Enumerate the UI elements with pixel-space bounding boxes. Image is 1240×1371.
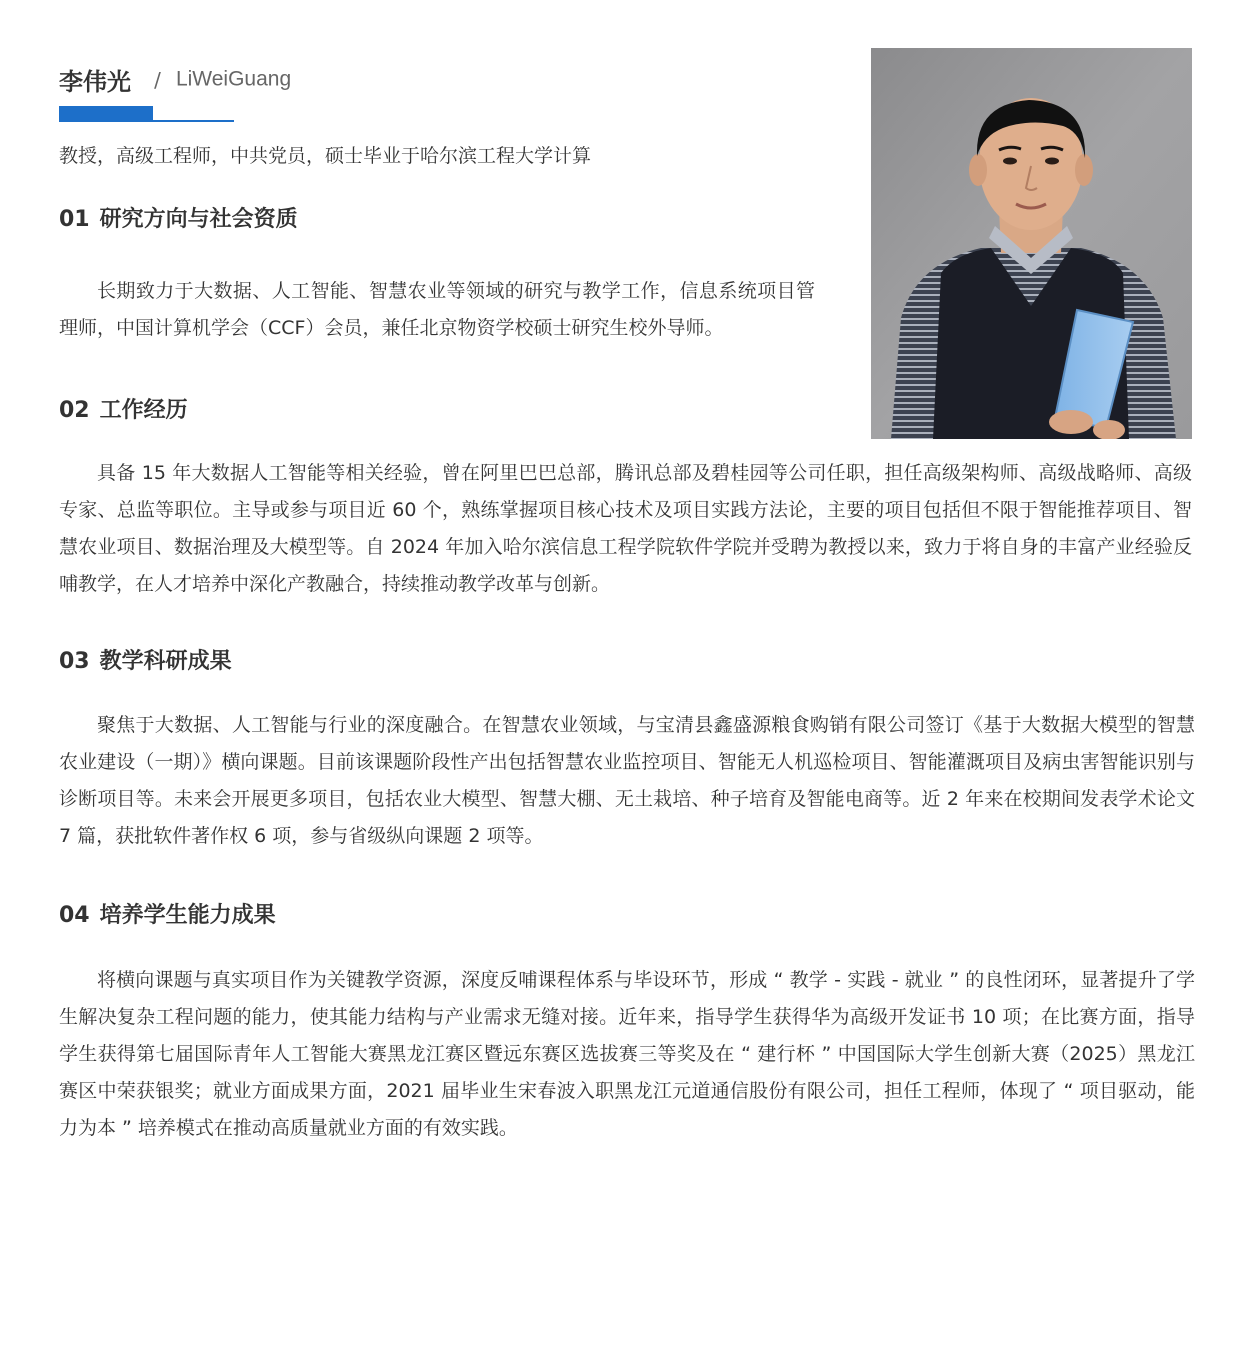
section-title-research: [59, 205, 298, 235]
profile-english-name: LiWeiGuang: [175, 67, 292, 91]
name-separator: /: [154, 67, 161, 92]
section-number: 02: [59, 398, 90, 423]
underline-thick-bar: [59, 106, 153, 122]
section-heading: 培养学生能力成果: [99, 903, 276, 928]
section-text-teaching-research: 聚焦于大数据、人工智能与行业的深度融合。在智慧农业领域，与宝清县鑫盛源粮食购销有限公司签订《基于大数据大模型的智慧农业建设（一期）》横向课题。目前该课题阶段性产出包括智慧农业监控项目、智能无人机巡检项目、智能灌溉项目及病虫害智能识别与诊断项目等。未来会开展更多项目，包括农业大模型、智慧大棚、无土栽培、种子培育及智能电商等。近 2 年来在校期间发表学术论文 7 篇，获批软件著作权 6 项，参与省级纵向课题 2 项等。: [59, 714, 1195, 847]
section-heading: 工作经历: [99, 398, 188, 423]
section-number: 04: [59, 903, 90, 928]
section-text-research: 长期致力于大数据、人工智能、智慧农业等领域的研究与教学工作，信息系统项目管理师，中国计算机学会（CCF）会员，兼任北京物资学校硕士研究生校外导师。: [59, 280, 815, 339]
section-number: 01: [59, 207, 90, 232]
profile-header: [59, 62, 291, 98]
section-text-student-training: 将横向课题与真实项目作为关键教学资源，深度反哺课程体系与毕设环节，形成 “ 教学 - 实践 - 就业 ” 的良性闭环，显著提升了学生解决复杂工程问题的能力，使其能力结构与产业需求无缝对接。近年来，指导学生获得华为高级开发证书 10 项；在比赛方面，指导学生获得第七届国际青年人工智能大赛黑龙江赛区暨远东赛区选拔赛三等奖及在 “ 建行杯 ” 中国国际大学生创新大赛（2025）黑龙江赛区中荣获银奖；就业方面成果方面，2021 届毕业生宋春波入职黑龙江元道通信股份有限公司，担任工程师，体现了 “ 项目驱动，能力为本 ” 培养模式在推动高质量就业方面的有效实践。: [59, 969, 1195, 1139]
section-heading: 教学科研成果: [99, 649, 232, 674]
section-heading: 研究方向与社会资质: [99, 207, 298, 232]
section-title-work-experience: [59, 396, 188, 426]
title-underline: [59, 106, 234, 122]
underline-thin-bar: [153, 120, 234, 122]
profile-name: 李伟光: [59, 68, 131, 96]
section-title-teaching-research: [59, 647, 232, 677]
section-number: 03: [59, 649, 90, 674]
section-text-work-experience: 具备 15 年大数据人工智能等相关经验，曾在阿里巴巴总部，腾讯总部及碧桂园等公司任职，担任高级架构师、高级战略师、高级专家、总监等职位。主导或参与项目近 60 个，熟练掌握项目核心技术及项目实践方法论，主要的项目包括但不限于智能推荐项目、智慧农业项目、数据治理及大模型等。自 2024 年加入哈尔滨信息工程学院软件学院并受聘为教授以来，致力于将自身的丰富产业经验反哺教学，在人才培养中深化产教融合，持续推动教学改革与创新。: [59, 462, 1192, 595]
section-title-student-training: [59, 901, 276, 931]
profile-photo: [871, 48, 1192, 439]
profile-intro: 教授，高级工程师，中共党员，硕士毕业于哈尔滨工程大学计算: [59, 145, 592, 167]
